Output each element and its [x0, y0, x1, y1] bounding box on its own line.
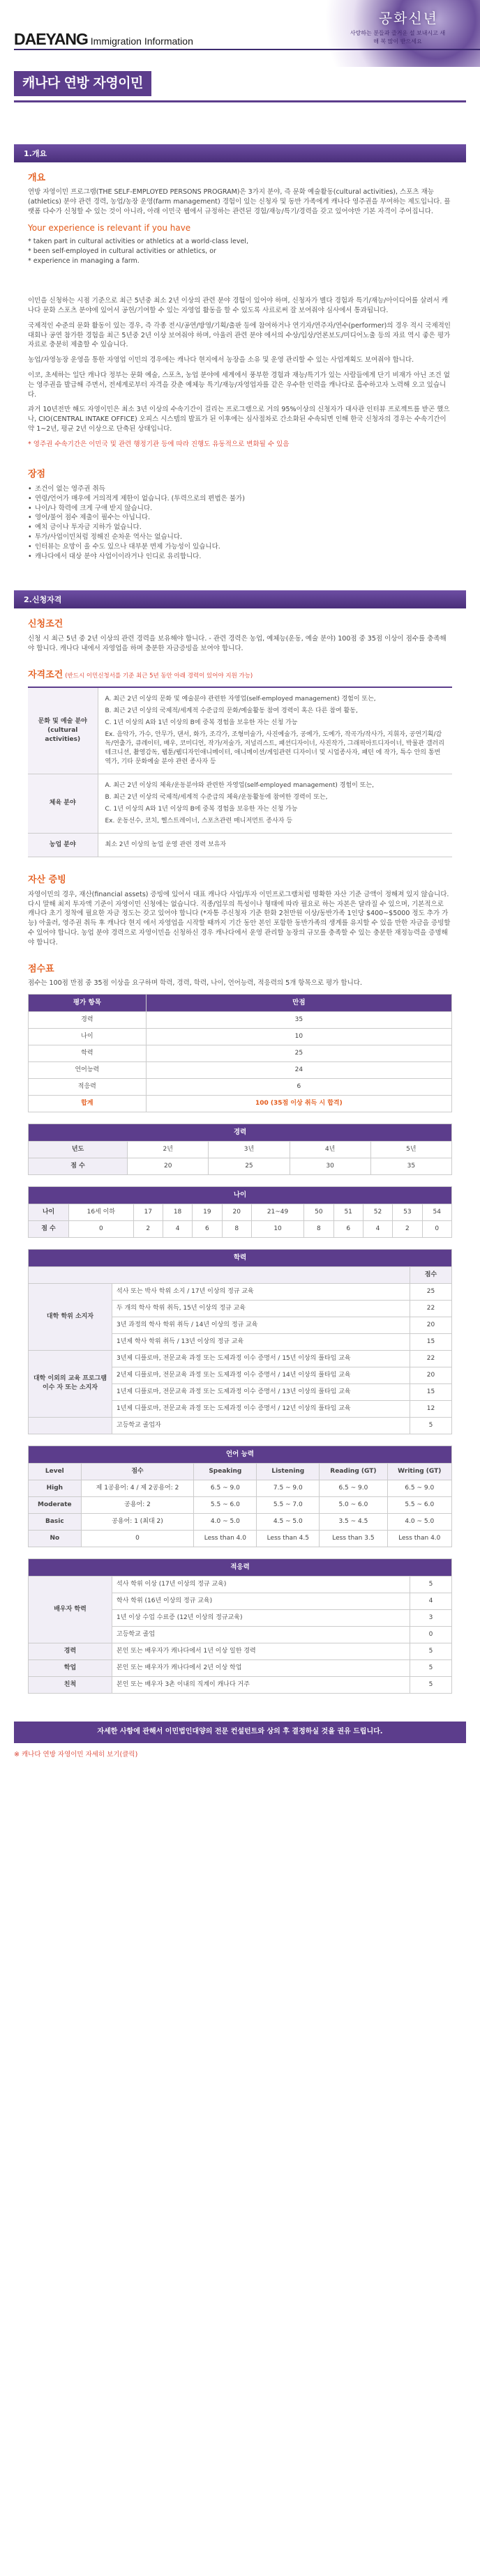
table-title: 학력: [29, 1249, 452, 1266]
table-cell: 본인 또는 배우자 3촌 이내의 직계이 캐나다 거주: [112, 1677, 410, 1694]
table-cell: 년도: [29, 1141, 128, 1158]
adaptability-table: [28, 1558, 452, 1694]
table-cell: 1년제 학사 학위 취득 / 13년 이상의 정규 교육: [112, 1333, 410, 1350]
table-row: [29, 1204, 452, 1220]
merit-item: • 조건이 없는 영주권 취득: [28, 484, 452, 494]
requirement-line: C. 1년 이상의 A와 1년 이상의 B에 중복 경험을 보유한 자는 신청 가능: [105, 805, 298, 813]
merit-item: • 캐나다에서 대상 분야 사업이이라거나 인디로 유리합니다.: [28, 552, 452, 562]
requirement-category: 문화 및 예술 분야 (cultural activities): [28, 687, 98, 774]
relevant-heading: Your experience is relevant if you have: [28, 222, 191, 233]
table-row: [28, 687, 452, 774]
table-header-row: [29, 1559, 452, 1577]
table-cell: 5: [410, 1643, 452, 1660]
table-cell: 경력: [29, 1643, 112, 1660]
table-cell: 51: [333, 1204, 363, 1220]
table-cell: 22: [410, 1350, 452, 1367]
table-cell: 10: [251, 1220, 303, 1237]
table-cell: 54: [422, 1204, 451, 1220]
paragraph: 이코, 초세하는 일단 캐나다 정부는 문화 예술, 스포츠, 농업 분야에 세계에서 풍부한 경험과 재능/특기가 있는 사람들에게 단기 비재가 아닌 조건 없는 영주권을 발급해 주면서, 전세계로부터 자격을 갖춘 예체능 특기/재능/자영업자를 같은 우수한 인력을 캐나다로 흡수하고자 노력해 오고 있습니다.: [28, 371, 450, 399]
table-cell: 5.5 ~ 7.0: [257, 1496, 320, 1513]
table-cell: 점 수: [29, 1158, 128, 1174]
table-cell: 15: [410, 1333, 452, 1350]
table-row: [29, 1350, 452, 1367]
table-cell: 6: [333, 1220, 363, 1237]
table-cell: 4년: [290, 1141, 370, 1158]
table-cell: 22: [410, 1300, 452, 1317]
experience-table: [28, 1124, 452, 1175]
table-cell: 경력: [29, 1011, 147, 1028]
paragraph: 이민을 신청하는 시점 기준으로 최근 5년중 최소 2년 이상의 관련 분야 경험이 있어야 하며, 신청자가 별다 경험과 특기/재능/아이디어를 살려서 캐나다 문화 스포츠 분야에 있어서 공헌/기여할 수 있는 자영업 활동을 할 수 있도록 사료로써 잘 보여줘야 심사에서 통과됩니다.: [28, 297, 448, 315]
column-header: Writing (GT): [387, 1463, 451, 1480]
group-label: 대학 학위 소지자: [29, 1283, 112, 1350]
table-cell: Less than 3.5: [320, 1531, 387, 1547]
table-title: 나이: [29, 1187, 452, 1204]
table-header-row: [29, 995, 452, 1012]
table-cell: Basic: [29, 1514, 82, 1531]
table-cell: 20: [410, 1367, 452, 1383]
table-row: [28, 774, 452, 833]
table-row: [29, 1643, 452, 1660]
requirement-line: B. 최근 2년 이상의 국제적/세계적 수준급의 문화/예술활동 참여 경력이 혹은 다른 참여 활동,: [105, 707, 358, 714]
table-cell: 30: [290, 1158, 370, 1174]
table-row: [29, 1079, 452, 1096]
column-header: Level: [29, 1463, 82, 1480]
table-row: [29, 1576, 452, 1593]
points-table: [28, 994, 452, 1112]
consult-banner: 자세한 사항에 관해서 이민법인대양의 전문 컨설턴트와 상의 후 결정하실 것을 권유 드립니다.: [14, 1722, 466, 1743]
brand-logo[interactable]: [14, 28, 193, 51]
table-cell: [29, 1266, 410, 1283]
table-cell: 6: [193, 1220, 222, 1237]
table-row: [29, 1660, 452, 1677]
relevant-item: * taken part in cultural activities or athletics at a world-class level,: [28, 238, 248, 246]
brand-rest: Immigration Information: [87, 36, 193, 47]
table-row: [29, 1496, 452, 1513]
table-row: [29, 1158, 452, 1174]
points-text: 점수는 100점 만점 중 35점 이상을 요구하며 학력, 경력, 학력, 나이, 언어능력, 적응력의 5개 항목으로 평가 합니다.: [28, 979, 362, 988]
table-cell: 석사 학위 이상 (17년 이상의 정규 교육): [112, 1576, 410, 1593]
table-cell: 20: [128, 1158, 209, 1174]
table-cell: 학업: [29, 1660, 112, 1677]
table-cell: 본인 또는 배우자가 캐나다에서 1년 이상 일한 경력: [112, 1643, 410, 1660]
language-table: [28, 1446, 452, 1547]
table-cell: 19: [193, 1204, 222, 1220]
table-cell: 8: [222, 1220, 251, 1237]
merit-heading: 장점: [28, 469, 46, 480]
table-cell: Less than 4.0: [194, 1531, 257, 1547]
group-label: 대학 이외의 교육 프로그램 이수 자 또는 소지자: [29, 1350, 112, 1417]
table-cell: 4: [410, 1593, 452, 1609]
table-cell: 20: [222, 1204, 251, 1220]
column-header: 평가 항목: [29, 995, 147, 1012]
merit-item: • 투가/사업이민처럼 정해진 순차운 역사는 없습니다.: [28, 532, 452, 542]
merit-item: • 나이/나 학력에 크게 구애 받지 않습니다.: [28, 504, 452, 514]
table-cell: 4.5 ~ 5.0: [257, 1514, 320, 1531]
table-cell: [29, 1418, 112, 1434]
table-cell: 나이: [29, 1028, 147, 1045]
merit-item: • 인터뷰는 요망이 올 수도 있으나 대부분 면제 가능성이 있습니다.: [28, 542, 452, 552]
table-cell: 3년: [209, 1141, 290, 1158]
brand-bold: DAEYANG: [14, 30, 88, 48]
table-cell: 6.5 ~ 9.0: [387, 1480, 451, 1496]
table-cell: 적응력: [29, 1079, 147, 1096]
table-cell: 25: [146, 1045, 451, 1061]
requirement-table: [28, 687, 452, 858]
table-cell: 5년: [370, 1141, 451, 1158]
table-cell: 24: [146, 1062, 451, 1079]
requirement-line: B. 최근 2년 이상의 국제적/세계적 수준급의 체육/운동활동에 참여한 경력이 또는,: [105, 793, 328, 801]
table-cell: 52: [363, 1204, 392, 1220]
table-row: [29, 1418, 452, 1434]
processing-note: * 영주권 수속기간은 이민국 및 관련 행정기관 등에 따라 진행도 유동적으로 변화될 수 있음: [28, 440, 290, 448]
table-cell: 석사 또는 박사 학위 소지 / 17년 이상의 정규 교육: [112, 1283, 410, 1300]
table-cell: 학력: [29, 1045, 147, 1061]
applicant-text: 신청 시 최근 5년 중 2년 이상의 관련 경력을 보유해야 합니다. - 관련 경력은 농업, 예체능(운동, 예술 분야) 100점 중 35점 이상이 점수를 충족해야 합니다. 캐나다 내에서 자영업을 하며 충분한 자금증빙을 보여야 합니다.: [28, 635, 447, 652]
table-cell: 2년제 디플로마, 전문교육 과정 또는 도제과정 이수 증명서 / 14년 이상의 풀타임 교육: [112, 1367, 410, 1383]
header-divider: [14, 49, 480, 50]
requirement-line: 최소 2년 이상의 농업 운영 관련 경력 보유자: [105, 841, 227, 849]
table-cell: 15: [410, 1383, 452, 1400]
requirement-line: A. 최근 2년 이상의 체육/운동분야와 관련한 자영업(self-employed management) 경험이 또는,: [105, 781, 374, 789]
table-row: [29, 1045, 452, 1061]
merit-item: • 예치 금이나 투자금 지하가 없습니다.: [28, 523, 452, 532]
table-cell: 3.5 ~ 4.5: [320, 1514, 387, 1531]
table-cell: 0: [422, 1220, 451, 1237]
page-title-wrap: [14, 71, 466, 100]
table-row: [28, 834, 452, 857]
relevant-list: [28, 237, 452, 266]
header: [0, 0, 480, 67]
age-table: [28, 1186, 452, 1238]
table-cell: 제 1공용어: 4 / 제 2공용어: 2: [81, 1480, 194, 1496]
relevant-item: * experience in managing a farm.: [28, 256, 140, 265]
table-cell: 5: [410, 1677, 452, 1694]
requirement-category: 체육 분야: [28, 774, 98, 833]
table-cell: 1년제 디플로마, 전문교육 과정 또는 도제과정 이수 증명서 / 13년 이상의 풀타임 교육: [112, 1383, 410, 1400]
table-cell: 4.0 ~ 5.0: [194, 1514, 257, 1531]
table-row: [29, 1141, 452, 1158]
column-header: Listening: [257, 1463, 320, 1480]
table-cell: 공용어: 1 (최대 2): [81, 1514, 194, 1531]
table-row: [29, 1011, 452, 1028]
details-link[interactable]: ※ 캐나다 연방 자영이민 자세히 보기(클릭): [14, 1750, 138, 1758]
table-cell: 25: [410, 1283, 452, 1300]
new-year-banner: [306, 0, 480, 67]
table-cell: Moderate: [29, 1496, 82, 1513]
requirement-detail: [98, 687, 452, 774]
table-row: [29, 1028, 452, 1045]
table-header-row: [29, 1124, 452, 1142]
section-bar-overview: 1.개요: [14, 144, 466, 162]
table-cell: 5: [410, 1576, 452, 1593]
table-cell: 두 개의 학사 학위 취득, 15년 이상의 정규 교육: [112, 1300, 410, 1317]
table-cell: 5.5 ~ 6.0: [194, 1496, 257, 1513]
requirement-category: 농업 분야: [28, 834, 98, 857]
table-cell: 53: [393, 1204, 422, 1220]
table-row: [29, 1220, 452, 1237]
paragraph: 농업/자영농장 운영을 통한 자영업 이민의 경우에는 캐나다 현지에서 농장을 소유 및 운영 관리할 수 있는 사업계획도 보여줘야 합니다.: [28, 356, 414, 365]
table-cell: 20: [410, 1317, 452, 1333]
column-header: 점수: [81, 1463, 194, 1480]
table-cell: 5.5 ~ 6.0: [387, 1496, 451, 1513]
table-cell: 35: [146, 1011, 451, 1028]
table-cell: 12: [410, 1401, 452, 1418]
education-table: [28, 1249, 452, 1434]
table-cell: 18: [163, 1204, 192, 1220]
overview-heading: 개요: [28, 172, 46, 183]
table-row: [29, 1677, 452, 1694]
table-title: 적응력: [29, 1559, 452, 1577]
table-header-row: [29, 1249, 452, 1266]
table-cell: 50: [304, 1204, 333, 1220]
table-cell: 본인 또는 배우자가 캐나다에서 2년 이상 학업: [112, 1660, 410, 1677]
table-row: [29, 1514, 452, 1531]
table-cell: 2: [393, 1220, 422, 1237]
table-cell: 4: [363, 1220, 392, 1237]
fund-text: 자영이민의 경우, 재산(financial assets) 증빙에 있어서 대표 캐나다 사업/투자 이민프로그램처럼 명확한 자산 기준 금액이 정해져 있지 않습니다. 다시 말해 최저 투자액 기준이 자영이민 신청에는 없습니다. 직종/업무의 특성이나 형태에 따라 필요로 하는 자본은 달라질 수 있으며, 기본적으로 캐나다 초기 정착에 필요한 자금 정도는 갖고 있어야 합니다 (*자통 주신청자 기준 한화 2천만원 이상/동반가족 1인당 $400~$5000 정도 추가 가능) 아울러, 영주권 취득 후 캐나다 현지 에서 자영업을 시작할 때까지 기간 동안 본인 포함한 동반가족의 생계를 유지할 수 있을 만한 자금을 증빙할 수 있어야 합니다. 농업 분야 경력으로 자영이민을 신청하신 경우 캐나다에서 운영 관리할 농장의 규모를 충족할 수 있는 충분한 재정능력을 증명해야 합니다.: [28, 890, 451, 946]
relevant-item: * been self-employed in cultural activities or athletics, or: [28, 247, 216, 255]
table-row: [29, 1062, 452, 1079]
requirement-heading: [28, 669, 452, 682]
table-cell: No: [29, 1531, 82, 1547]
table-cell: 25: [209, 1158, 290, 1174]
table-cell: 나이: [29, 1204, 69, 1220]
overview-text: 연방 자영이민 프로그램(THE SELF-EMPLOYED PERSONS PROGRAM)은 3가지 분야, 즉 문화 예술활동(cultural activities), 스포츠 재능(athletics) 분야 관련 경력, 농업/농장 운영(farm management) 경험이 있는 신청자 및 동반 가족에게 캐나다 영주권을 부여하는 제도입니다. 플랫폼 다수가 신청할 수 있는 것이 아니라, 아래 이민국 웹에서 규정하는 관련된 경험/재능/특기/경력을 갖고 있어야만 기본 자격이 주어집니다.: [28, 188, 451, 215]
table-cell: 17: [133, 1204, 163, 1220]
requirement-sub: (반드시 이민신청서를 기준 최근 5년 동안 아래 경력이 있어야 지원 가능): [65, 672, 253, 680]
table-cell: 6.5 ~ 9.0: [320, 1480, 387, 1496]
table-cell: 고등학교 졸업자: [112, 1418, 410, 1434]
requirement-title: 자격조건: [28, 669, 63, 680]
table-cell: 6: [146, 1079, 451, 1096]
section-eligibility: [14, 608, 466, 1709]
table-cell: 친척: [29, 1677, 112, 1694]
points-heading: 점수표: [28, 963, 54, 974]
paragraph: 국제적인 수준의 문화 활동이 있는 경우, 즉 각종 전시/공연/방영/기획/출판 등에 참여하거나 연기자/연주자/연수(performer)의 경우 적시 국제적인 대회나 공연 참가한 경험을 최근 5년중 2년 이상 보여줘야 하며, 아울러 관련 분야 에서의 수상/입상/언론보도/미디어노출 등의 자료 역시 좋은 평가 자료로 충분히 제출할 수 있습니다.: [28, 321, 451, 349]
column-header: Reading (GT): [320, 1463, 387, 1480]
table-cell: 3년제 디플로마, 전문교육 과정 또는 도제과정 이수 증명서 / 15년 이상의 풀타임 교육: [112, 1350, 410, 1367]
table-cell: 6.5 ~ 9.0: [194, 1480, 257, 1496]
table-cell: 35: [370, 1158, 451, 1174]
table-cell: 학사 학위 (16년 이상의 정규 교육): [112, 1593, 410, 1609]
banner-tagline: 사랑하는 분들과 즐거운 설 보내시고 새해 복 많이 받으세요: [350, 30, 446, 45]
section-bar-eligibility: 2.신청자격: [14, 590, 466, 608]
table-cell: 5.0 ~ 6.0: [320, 1496, 387, 1513]
table-cell: 1년 이상 수업 수료증 (12년 이상의 정규교육): [112, 1609, 410, 1626]
table-cell: 100 (35점 이상 취득 시 합격): [146, 1096, 451, 1112]
requirement-line: Ex. 운동선수, 코치, 헬스트레이너, 스포츠관련 매니저먼트 종사자 등: [105, 817, 293, 825]
table-row: [29, 1531, 452, 1547]
column-header: 만점: [146, 995, 451, 1012]
banner-title: 공화신년: [378, 10, 438, 26]
paragraph: 과거 10년전만 해도 자영이민은 최소 3년 이상의 수속기간이 걸리는 프로그램으로 거의 95%이상의 신청자가 대사관 인터뷰 프로젝트를 받곤 했으나, CIO(CENTRAL INTAKE OFFICE) 오피스 시스템의 발표가 된 이후에는 심사절차로 간소화된 수속되면 인해 한국 신청자의 경우는 수속기간이 약 1~2년, 평균 2년 이상으로 단축된 상태입니다.: [28, 406, 450, 433]
table-cell: 4.0 ~ 5.0: [387, 1514, 451, 1531]
fund-heading: 자산 증빙: [28, 875, 66, 886]
table-cell: 0: [69, 1220, 133, 1237]
table-title: 언어 능력: [29, 1446, 452, 1464]
table-row: [29, 1283, 452, 1300]
group-label: 배우자 학력: [29, 1576, 112, 1643]
table-cell: 2년: [128, 1141, 209, 1158]
merit-list: [28, 484, 452, 561]
table-cell: High: [29, 1480, 82, 1496]
table-title: 경력: [29, 1124, 452, 1142]
table-cell: 8: [304, 1220, 333, 1237]
table-cell: 4: [163, 1220, 192, 1237]
table-cell: 합계: [29, 1096, 147, 1112]
title-underline: [14, 100, 466, 102]
table-cell: 5: [410, 1418, 452, 1434]
total-row: [29, 1096, 452, 1112]
requirement-line: A. 최근 2년 이상의 문화 및 예술분야 관련한 자영업(self-employed management) 경험이 또는,: [105, 695, 376, 703]
table-cell: 점 수: [29, 1220, 69, 1237]
requirement-line: C. 1년 이상의 A와 1년 이상의 B에 중복 경험을 보유한 자는 신청 가능: [105, 719, 298, 726]
table-cell: 3년 과정의 학사 학위 취득 / 14년 이상의 정규 교육: [112, 1317, 410, 1333]
table-cell: 16세 이하: [69, 1204, 133, 1220]
table-header-row: [29, 1463, 452, 1480]
requirement-detail: [98, 774, 452, 833]
table-cell: 고등학교 졸업: [112, 1627, 410, 1643]
table-cell: 7.5 ~ 9.0: [257, 1480, 320, 1496]
table-cell: Less than 4.0: [387, 1531, 451, 1547]
table-cell: 10: [146, 1028, 451, 1045]
table-cell: 5: [410, 1660, 452, 1677]
table-header-row: [29, 1266, 452, 1283]
table-header-row: [29, 1446, 452, 1464]
table-cell: 1년제 디플로마, 전문교육 과정 또는 도제과정 이수 증명서 / 12년 이상의 풀타임 교육: [112, 1401, 410, 1418]
requirement-line: Ex. 음악가, 가수, 안무가, 댄서, 화가, 조각가, 조형미술가, 사진예술가, 공예가, 도예가, 작곡가/작사가, 지휘자, 공연기획/감독/연출가, 큐레이터, 배우, 코미디언, 작가/저술가, 저널리스트, 패션디자이너, 사진작가, 그래픽아트디자이너, 박물관 갤러리 테크니션, 촬영감독, 웹툰/웹디자인애니메이터, 애니메이션/게임관련 디자이너 및 시업종사자, 패턴 에 작가, 특수 안의 통번역가, 기타 문화예술 분야 관련 종사자 등: [105, 730, 444, 765]
table-row: [29, 1480, 452, 1496]
merit-item: • 영어/불어 점수 제출이 필수는 아닙니다.: [28, 513, 452, 523]
table-cell: 3: [410, 1609, 452, 1626]
table-cell: Less than 4.5: [257, 1531, 320, 1547]
table-cell: 공용어: 2: [81, 1496, 194, 1513]
page-title: 캐나다 연방 자영이민: [14, 71, 151, 96]
table-cell: 2: [133, 1220, 163, 1237]
section-overview: [14, 162, 466, 578]
column-header: Speaking: [194, 1463, 257, 1480]
merit-item: • 연령/언어가 매우에 거의적게 제한이 없습니다. (투력으로의 편법은 불가): [28, 494, 452, 504]
applicant-heading: 신청조건: [28, 619, 63, 630]
table-cell: 언어능력: [29, 1062, 147, 1079]
table-cell: 21~49: [251, 1204, 303, 1220]
table-cell: 0: [410, 1627, 452, 1643]
table-header-row: [29, 1187, 452, 1204]
table-cell: 0: [81, 1531, 194, 1547]
requirement-detail: [98, 834, 452, 857]
table-cell: 점수: [410, 1266, 452, 1283]
